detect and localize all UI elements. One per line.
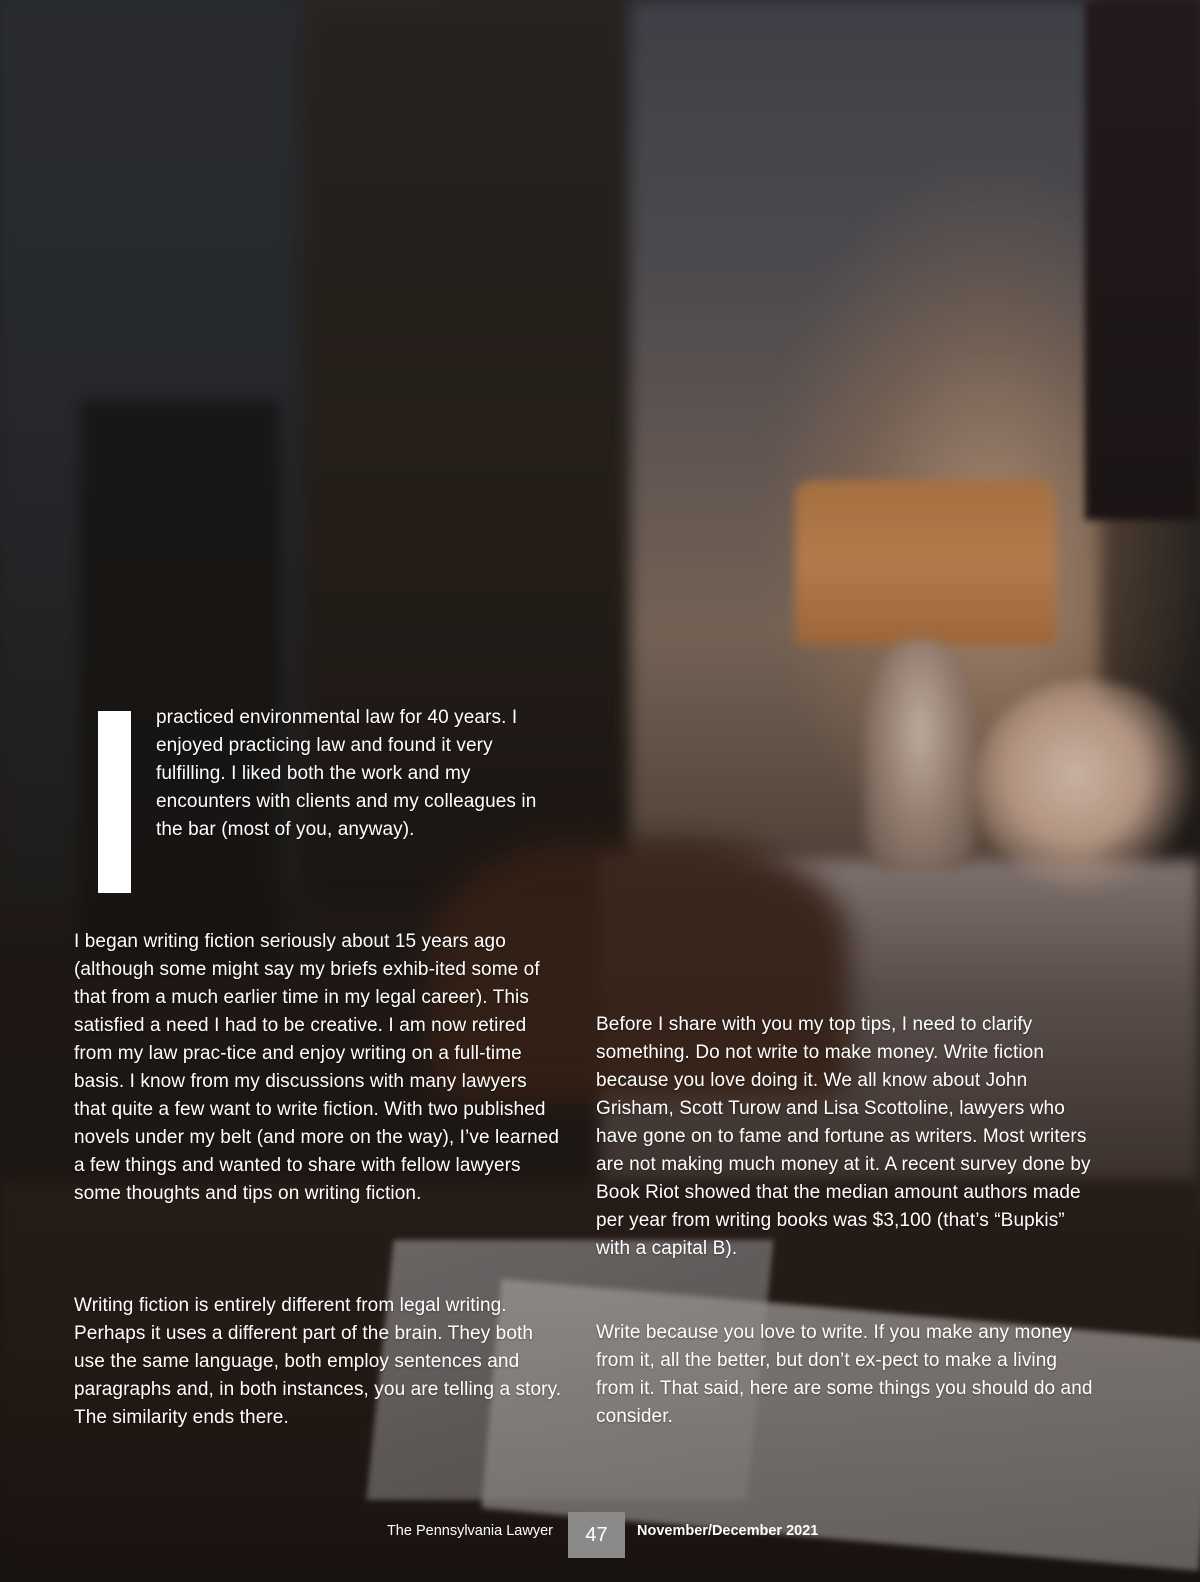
left-column-paragraph-2: Writing fiction is entirely different from legal writing. Perhaps it uses a different part of the brain. They both use the same language, both employ sentences and paragraphs and, in both instances, you are telling a story. The similarity ends there.	[74, 1295, 562, 1428]
issue-date: November/December 2021	[637, 1523, 819, 1539]
left-column-paragraph-1: I began writing fiction seriously about 15 years ago (although some might say my briefs exhib-ited some of that from a much earlier time in my legal career). This satisfied a need I had to be creative. I am now retired from my law prac-tice and enjoy writing on a full-time basis. I know from my discussions with many lawyers that quite a few want to write fiction. With two published novels under my belt (and more on the way), I’ve learned a few things and wanted to share with fellow lawyers some thoughts and tips on writing fiction.	[74, 931, 560, 1204]
right-column-paragraph-2: Write because you love to write. If you make any money from it, all the better, but don’t ex-pect to make a living from it. That said, here are some things you should do and consider.	[596, 1322, 1093, 1427]
intro-paragraph: practiced environmental law for 40 years. I enjoyed practicing law and found it very fulfilling. I liked both the work and my encounters with clients and my colleagues in the bar (most of you, anyway).	[156, 707, 537, 840]
right-column-paragraph-1: Before I share with you my top tips, I need to clarify something. Do not write to make money. Write fiction because you love doing it. We all know about John Grisham, Scott Turow and Lisa Scottoline, lawyers who have gone on to fame and fortune as writers. Most writers are not making much money at it. A recent survey done by Book Riot showed that the median amount authors made per year from writing books was $3,100 (that’s “Bupkis” with a capital B).	[596, 1014, 1091, 1259]
page-number: 47	[568, 1512, 625, 1558]
page-footer	[0, 1512, 1200, 1558]
drop-cap-i	[98, 711, 131, 893]
publication-name: The Pennsylvania Lawyer	[386, 1523, 553, 1539]
